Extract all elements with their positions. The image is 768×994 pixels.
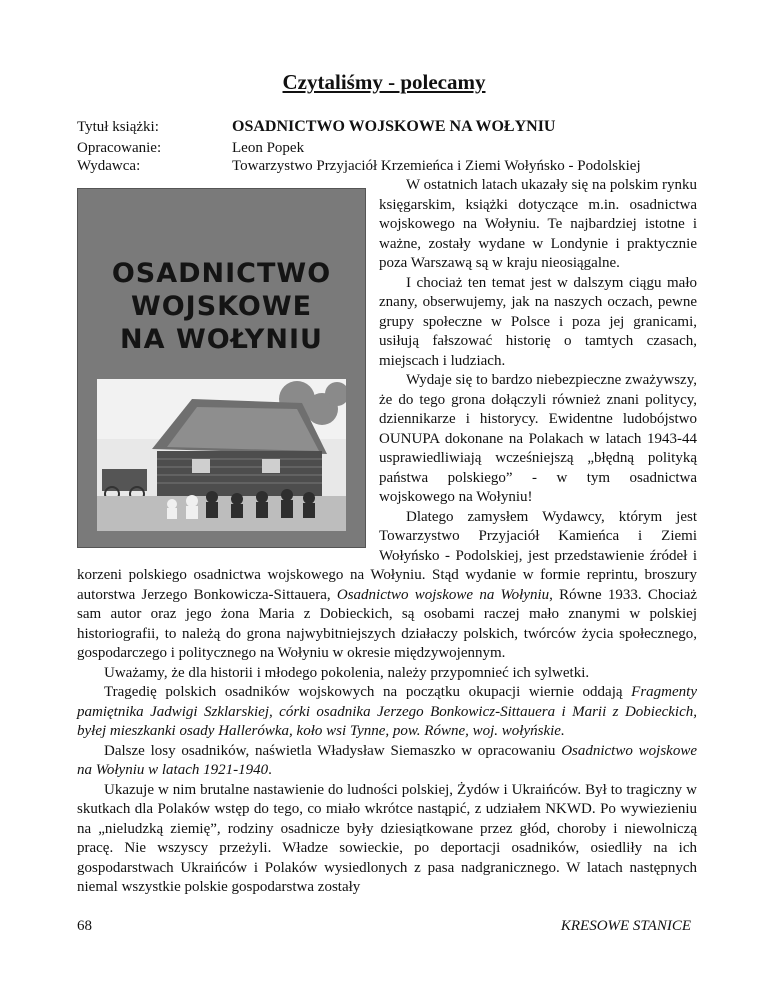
author-value: Leon Popek <box>232 140 305 156</box>
paragraph: Wydaje się to bardzo niebezpieczne zważywszy, że do tego grona dołączyli również znani politycy, dziennikarze i historycy. Ewidentne ludobójstwo OUNUPA dokonane na Polakach w latach 1943-44 usprawiedliwiają wcześniejszą „błędną polityką państwa polskiego” - w tym osadnictwa wojskowego na Wołyniu! <box>379 372 697 505</box>
cover-title-line: NA WOŁYNIU <box>120 324 323 355</box>
book-metadata <box>77 118 641 175</box>
paragraph <box>77 742 697 781</box>
text-run: Dalsze losy osadników, naświetla Władysław Siemaszko w opracowaniu <box>104 742 562 759</box>
publisher-label: Wydawca: <box>77 158 141 174</box>
paragraph: I chociaż ten temat jest w dalszym ciągu mało znany, obserwujemy, jak na naszych oczach, pewne grupy społeczne w Polsce i poza jej granicami, usiłują fałszować historię o tamtych czasach, miejscach i ludziach. <box>379 274 697 369</box>
text-run: , Równe 1933. Chociaż sam autor oraz jego żona Maria z Dobieckich, są osobami raczej mało znanymi w polskiej historiografii, to należą do grona najwybitniejszych działaczy polskich, twórców życia społecznego, gospodarczego i politycznego na Wołyniu w okresie międzywojennym. <box>77 586 698 661</box>
text-run: Tragedię polskich osadników wojskowych na początku okupacji wiernie oddają <box>104 684 632 700</box>
book-title: OSADNICTWO WOJSKOWE NA WOŁYNIU <box>232 118 556 135</box>
book-reference: Osadnictwo wojskowe na Wołyniu <box>336 586 550 603</box>
title-label: Tytuł książki: <box>77 119 159 135</box>
magazine-name: KRESOWE STANICE <box>560 918 691 934</box>
author-label: Opracowanie: <box>77 140 162 156</box>
book-reference: Osadnictwo wojskowe na Wołyniu w latach 1921-1940 <box>77 742 697 778</box>
paragraph <box>77 683 697 742</box>
book-reference: Fragmenty pamiętnika Jadwigi Szklarskiej, córki osadnika Jerzego Bonkowicz-Sittauera i Marii z Dobieckich, byłej mieszkanki osady Hallerówka, koło wsi Tynne, pow. Równe, woj. wołyńskie. <box>77 684 697 739</box>
cover-title-line: WOJSKOWE <box>130 291 313 322</box>
paragraph: W ostatnich latach ukazały się na polskim rynku księgarskim, książki dotyczące m.in. osadnictwa wojskowego na Wołyniu. Te najbardziej istotne i ważne, zostały wydane w Londynie i praktycznie poza Warszawą są w kraju nieosiągalne. <box>379 177 697 271</box>
page-number: 68 <box>77 918 92 934</box>
publisher-value: Towarzystwo Przyjaciół Krzemieńca i Ziemi Wołyńsko - Podolskiej <box>232 158 641 174</box>
title-row <box>77 118 641 136</box>
text-run: Dlatego zamysłem Wydawcy, którym jest Towarzystwo Przyjaciół Kamieńca i Ziemi Wołyńsko - Podolskiej, jest przedstawienie źródeł i korzeni polskiego osadnictwa wojskowego na Wołyniu. Stąd wydanie w formie reprintu, broszury autorstwa Jerzego Bonkowicza-Sittauera, <box>77 508 697 603</box>
text-run: . <box>268 762 272 778</box>
paragraph: Uważamy, że dla historii i młodego pokolenia, należy przypomnieć ich sylwetki. <box>104 664 590 681</box>
cover-float-spacer <box>77 176 379 547</box>
section-heading: Czytaliśmy - polecamy <box>282 70 486 94</box>
paragraph: Ukazuje w nim brutalne nastawienie do ludności polskiej, Żydów i Ukraińców. Był to tragiczny w skutkach dla Polaków wstęp do tego, co miało wkrótce nastąpić, z udziałem NKWD. Po wywiezieniu na „nieludzką ziemię”, rodziny osadnicze były dziesiątkowane przez głód, choroby i niewolniczą pracę. Nie wszyscy przeżyli. Władze sowieckie, po deportacji osadników, osiedliły na ich gospodarstwach Ukraińców i Polaków wysiedlonych z pasa nadgranicznego. W latach następnych niemal wszystkie polskie gospodarstwa zostały <box>77 781 697 895</box>
article-body <box>77 176 697 898</box>
publisher-row <box>77 157 641 175</box>
cover-title-line: OSADNICTWO <box>111 258 332 289</box>
author-row <box>77 139 641 157</box>
